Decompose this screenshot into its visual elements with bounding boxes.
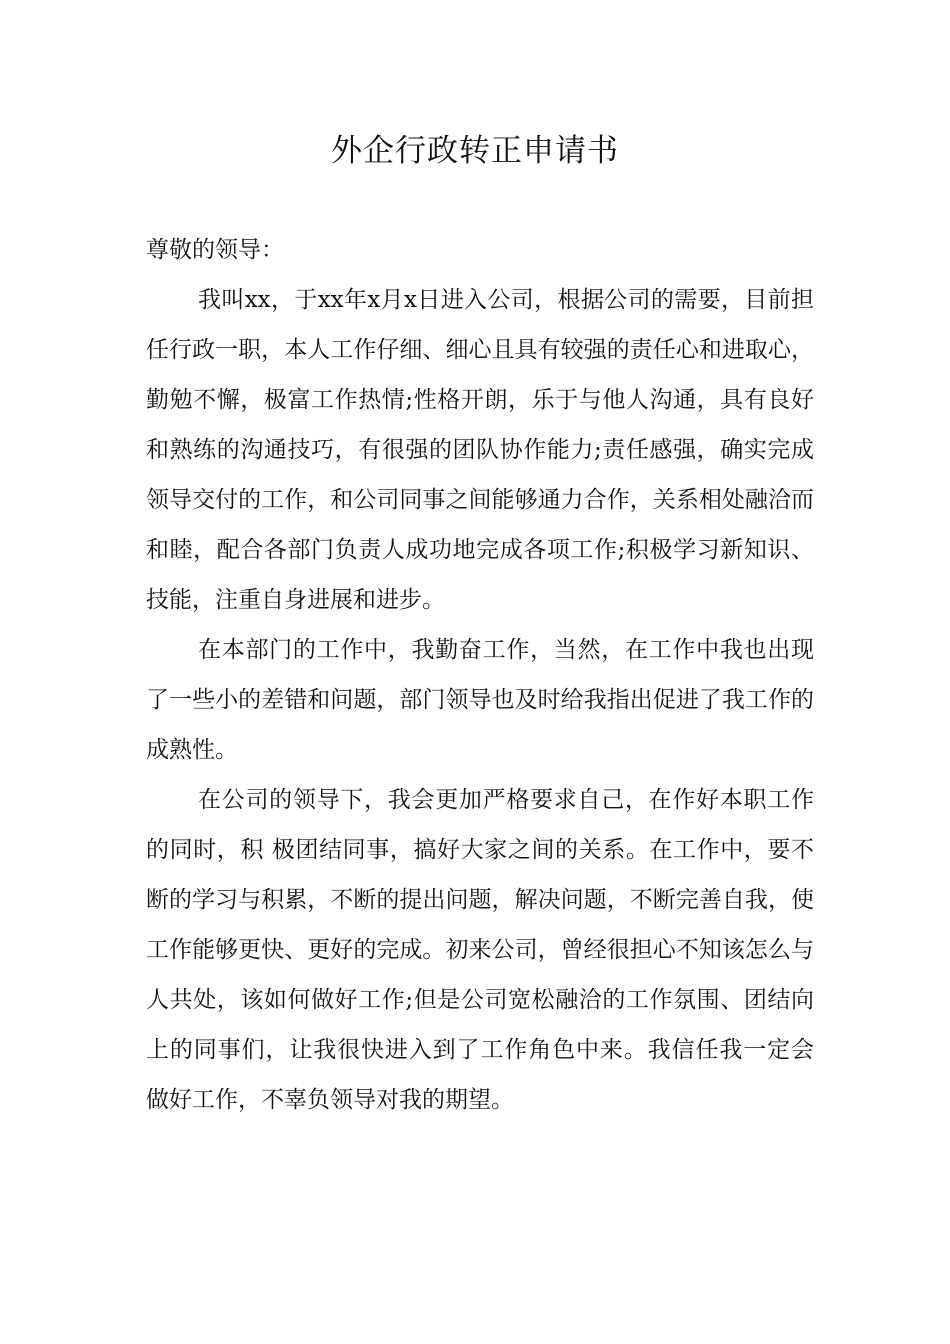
paragraph-3: 在公司的领导下，我会更加严格要求自己，在作好本职工作的同时，积 极团结同事，搞好大家之间的关系。在工作中，要不断的学习与积累，不断的提出问题，解决问题，不断完善自我，使工作能够更快、更好的完成。初来公司，曾经很担心不知该怎么与人共处，该如何做好工作;但是公司宽松融洽的工作氛围、团结向上的同事们，让我很快进入到了工作角色中来。我信任我一定会 做好工作，不辜负领导对我的期望。 [146, 787, 814, 1113]
paragraph-2: 在本部门的工作中，我勤奋工作，当然，在工作中我也出现了一些小的差错和问题，部门领导也及时给我指出促进了我工作的成熟性。 [146, 637, 814, 763]
salutation: 尊敬的领导： [146, 237, 284, 263]
paragraph-1: 我叫xx，于xx年x月x日进入公司，根据公司的需要，目前担任行政一职，本人工作仔细、细心且具有较强的责任心和进取心，勤勉不懈，极富工作热情;性格开朗，乐于与他人沟通，具有良好和熟练的沟通技巧，有很强的团队协作能力;责任感强，确实完成领导交付的工作，和公司同事之间能够通力合作，关系相处融洽而和睦，配合各部门负责人成功地完成各项工作;积极学习新知识、技能，注重自身进展和进步。 [146, 287, 814, 613]
document-title: 外企行政转正申请书 [331, 133, 619, 169]
document-body [146, 225, 814, 1125]
